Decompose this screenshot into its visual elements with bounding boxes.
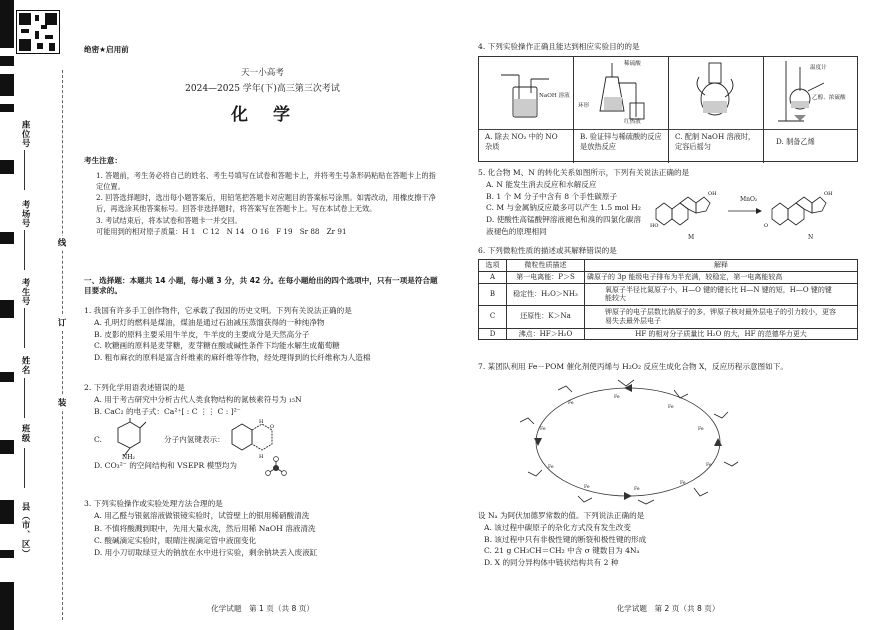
q6-b-key: B — [479, 283, 507, 306]
svg-text:Fe: Fe — [634, 487, 640, 492]
question-7-options — [478, 510, 858, 569]
q4-apparatus-table — [478, 56, 858, 162]
notice-item-3: 3. 考试结束后，将本试卷和答题卡一并交回。 — [96, 215, 242, 225]
naoh-label: NaOH 溶液 — [539, 93, 570, 99]
q6-d-key: D — [479, 328, 507, 340]
room-label: 考场号 — [21, 200, 32, 229]
q2-option-d-row — [94, 460, 441, 478]
q1-stem: 1. 我国有许多手工创作物件，它承载了我国的历史文明。下列有关说法正确的是 — [84, 306, 352, 315]
apparatus-c — [669, 57, 764, 129]
ethanol-label: 乙醇、浓硫酸 — [812, 95, 846, 101]
q2-option-c-text: 分子内氢键表示： — [164, 435, 225, 445]
apparatus-d — [764, 57, 859, 129]
subject-title: 化 学 — [231, 105, 294, 125]
page-1-footer: 化学试题 第 1 页（共 8 页） — [211, 604, 314, 613]
q6-table — [478, 259, 858, 340]
q6-a-explanation: 磷原子的 3p 能级电子排布为半充满，较稳定，第一电离能较高 — [585, 271, 858, 283]
q3-option-d: D. 用小刀切取绿豆大的钠放在水中进行实验，剩余钠块丢入废液缸 — [94, 548, 318, 558]
q5-reagent: MnO₂ — [740, 196, 758, 203]
q6-b-explanation: 氧原子半径比氮原子小，H—O 键的键长比 H—N 键的短，H—O 键的键能较大 — [585, 283, 858, 306]
q6-a-key: A — [479, 271, 507, 283]
svg-text:Fe: Fe — [584, 485, 590, 490]
question-3 — [84, 498, 441, 559]
q1-option-d: D. 粗布麻衣的原料是富含纤维素的麻纤维等作物，经处理得到的长纤维称为人造棉 — [94, 353, 371, 363]
ring-label: 环形 — [578, 103, 590, 109]
trigonal-planar-model — [264, 456, 288, 478]
thermometer-label: 温度计 — [810, 65, 827, 71]
q6-table-wrap — [478, 259, 858, 340]
svg-text:Fe: Fe — [698, 427, 704, 432]
table-row — [479, 271, 858, 283]
svg-text:Fe: Fe — [568, 401, 574, 406]
part-one-heading: 一、选择题：本题共 14 小题，每小题 3 分，共 42 分。在每小题给出的四个选项中，只有一项是符合题目要求的。 — [84, 276, 438, 296]
notice-body — [84, 170, 441, 237]
q2-option-a: A. 用于考古研究中分析古代人类食物结构的氮核素符号为 ₁₅N — [94, 395, 302, 405]
label-m: M — [688, 234, 695, 241]
q6-header-option: 选项 — [479, 260, 507, 272]
q6-a-property: 第一电离能：P＞S — [507, 271, 585, 283]
svg-text:Fe: Fe — [614, 395, 620, 400]
q5-option-a: A. N 能发生消去反应和水解反应 — [486, 179, 597, 189]
q4-option-b: B. 验证锌与稀硫酸的反应是放热反应 — [574, 129, 669, 163]
notice-item-4: 可能用到的相对原子质量：H 1 C 12 N 14 O 16 F 19 Sr 88 Zr 91 — [96, 226, 347, 236]
steroid-conversion-diagram — [650, 179, 858, 235]
page-2 — [478, 0, 858, 630]
binding-word-bind: 装 — [57, 398, 68, 408]
q6-d-property: 沸点：HF＞H₂O — [507, 328, 585, 340]
q7-note: 设 Nₐ 为阿伏加德罗常数的值。下列说法正确的是 — [478, 511, 645, 520]
student-no-label: 考生号 — [21, 278, 32, 307]
notice-item-1: 1. 答题前，考生务必将自己的姓名、考生号填写在试卷和答题卡上，并将考生号条形码粘贴在答题卡上的指定位置。 — [96, 171, 436, 192]
apparatus-b — [574, 57, 669, 129]
svg-text:O: O — [270, 424, 275, 431]
q4-option-a: A. 除去 NO₂ 中的 NO 杂质 — [479, 129, 574, 163]
q4-option-d: D. 制备乙烯 — [776, 137, 815, 146]
q6-b-property: 稳定性：H₂O＞NH₃ — [507, 283, 585, 306]
q1-option-b: B. 皮影的原料主要采用牛羊皮，牛羊皮的主要成分是天然高分子 — [94, 329, 310, 339]
q1-option-c: C. 吹糖画的原料是麦芽糖，麦芽糖在酸或碱性条件下均能水解生成葡萄糖 — [94, 341, 340, 351]
q4-option-c: C. 配制 NaOH 溶液时，定容后摇匀 — [669, 129, 764, 163]
question-1 — [84, 305, 441, 364]
svg-text:O: O — [764, 223, 769, 229]
red-liquid-label: 红热液 — [624, 119, 641, 125]
q6-d-explanation: HF 的相对分子质量比 H₂O 的大，HF 的范德华力更大 — [585, 328, 858, 340]
q6-stem: 6. 下列微粒性质的描述或其解释错误的是 — [478, 246, 617, 255]
class-label: 班级 — [21, 424, 32, 443]
q3-option-a: A. 用乙醛与银氨溶液做银镜实验时，试管壁上的银用稀硝酸清洗 — [94, 511, 310, 521]
question-2 — [84, 382, 441, 478]
svg-text:Fe: Fe — [680, 481, 686, 486]
table-row — [479, 306, 858, 329]
notice-title: 考生注意： — [84, 156, 122, 165]
exam-year: 2024—2025 学年(下)高三第三次考试 — [185, 84, 340, 94]
apparatus-a — [479, 57, 574, 129]
secret-mark: 绝密★启用前 — [84, 45, 129, 54]
q7-option-a: A. 该过程中碳原子的杂化方式没有发生改变 — [484, 522, 631, 532]
seat-label: 座位号 — [21, 120, 32, 149]
q6-c-explanation: 钾原子的电子层数比钠原子的多，钾原子核对最外层电子的引力较小，更容易失去最外层电子 — [585, 306, 858, 329]
svg-text:Fe: Fe — [548, 465, 554, 470]
exam-org: 天一小高考 — [241, 68, 284, 78]
label-n: N — [808, 234, 814, 241]
county-label: 县（市、区） — [21, 502, 32, 559]
svg-text:H: H — [259, 419, 264, 426]
q2-option-c: C. — [94, 435, 102, 445]
binding-word-order: 订 — [57, 318, 68, 328]
timing-bars — [0, 0, 14, 630]
hydrogen-bond-structure — [226, 418, 276, 460]
svg-text:OH: OH — [708, 191, 717, 197]
svg-text:Fe: Fe — [540, 427, 546, 432]
q3-stem: 3. 下列实验操作或实验处理方法合理的是 — [84, 499, 223, 508]
svg-text:Fe: Fe — [668, 405, 674, 410]
sulfuric-label: 稀硫酸 — [624, 61, 641, 67]
q2-option-c-row — [94, 418, 441, 460]
q7-stem: 7. 某团队利用 Fe－POM 催化剂使丙烯与 H₂O₂ 反应生成化合物 X，反应历程示意图如下。 — [478, 362, 788, 371]
binding-word-line: 线 — [57, 238, 68, 248]
benzaldehyde-structure — [104, 418, 150, 460]
svg-text:HO: HO — [650, 223, 659, 229]
q7-option-c: C. 21 g CH₃CH＝CH₂ 中含 σ 键数目为 4Nₐ — [484, 546, 640, 556]
q5-stem: 5. 化合物 M、N 的转化关系如图所示，下列有关说法正确的是 — [478, 168, 690, 177]
name-label: 姓名 — [21, 356, 32, 375]
page-2-footer: 化学试题 第 2 页（共 8 页） — [616, 604, 720, 613]
q2-option-b: B. CaC₂ 的电子式：Ca²⁺[ : C ⋮⋮ C : ]²⁻ — [94, 407, 241, 417]
catalytic-cycle-diagram — [498, 376, 758, 508]
q4-stem: 4. 下列实验操作正确且能达到相应实验目的的是 — [478, 42, 640, 51]
q1-option-a: A. 孔明灯的燃料是煤油，煤油是通过石油减压蒸馏获得的一种纯净物 — [94, 317, 325, 327]
table-row — [479, 283, 858, 306]
q6-header-explanation: 解释 — [585, 260, 858, 272]
svg-text:Fe: Fe — [706, 463, 712, 468]
question-5 — [478, 167, 858, 241]
notice-item-2: 2. 回答选择题时，选出每小题答案后，用铅笔把答题卡对应题目的答案标号涂黑。如需改动，用橡皮擦干净后，再选涂其他答案标号。回答非选择题时，将答案写在答题卡上。写在本试卷上无效。 — [96, 193, 436, 214]
q2-stem: 2. 下列化学用语表述错误的是 — [84, 383, 185, 392]
q7-option-b: B. 该过程中只有非极性键的断裂和极性键的形成 — [484, 534, 647, 544]
q6-c-key: C — [479, 306, 507, 329]
q5-option-c: C. M 与金属钠反应最多可以产生 1.5 mol H₂ — [486, 203, 641, 213]
svg-text:OH: OH — [824, 191, 833, 197]
q2-option-d: D. CO₃²⁻ 的空间结构和 VSEPR 模型均为 — [94, 461, 238, 471]
svg-text:H: H — [259, 454, 264, 461]
svg-text:NH₂: NH₂ — [122, 454, 135, 461]
q3-option-b: B. 不慎将酸溅到眼中，先用大量水洗，然后用稀 NaOH 溶液清洗 — [94, 523, 316, 533]
binding-strip — [0, 0, 78, 630]
q7-option-d: D. X 的同分异构体中链状结构共有 2 种 — [484, 558, 619, 568]
table-row — [479, 328, 858, 340]
q5-option-d: D. 使酸性高锰酸钾溶液褪色和溴的四氯化碳溶液褪色的原理相同 — [486, 215, 641, 236]
page-1 — [84, 0, 441, 630]
q3-option-c: C. 酸碱滴定实验时，眼睛注视滴定管中液面变化 — [94, 535, 257, 545]
q5-option-b: B. 1 个 M 分子中含有 8 个手性碳原子 — [486, 191, 618, 201]
q6-header-property: 微粒性质描述 — [507, 260, 585, 272]
q6-c-property: 还原性：K＞Na — [507, 306, 585, 329]
qr-code — [16, 10, 60, 54]
cut-line — [62, 70, 63, 620]
